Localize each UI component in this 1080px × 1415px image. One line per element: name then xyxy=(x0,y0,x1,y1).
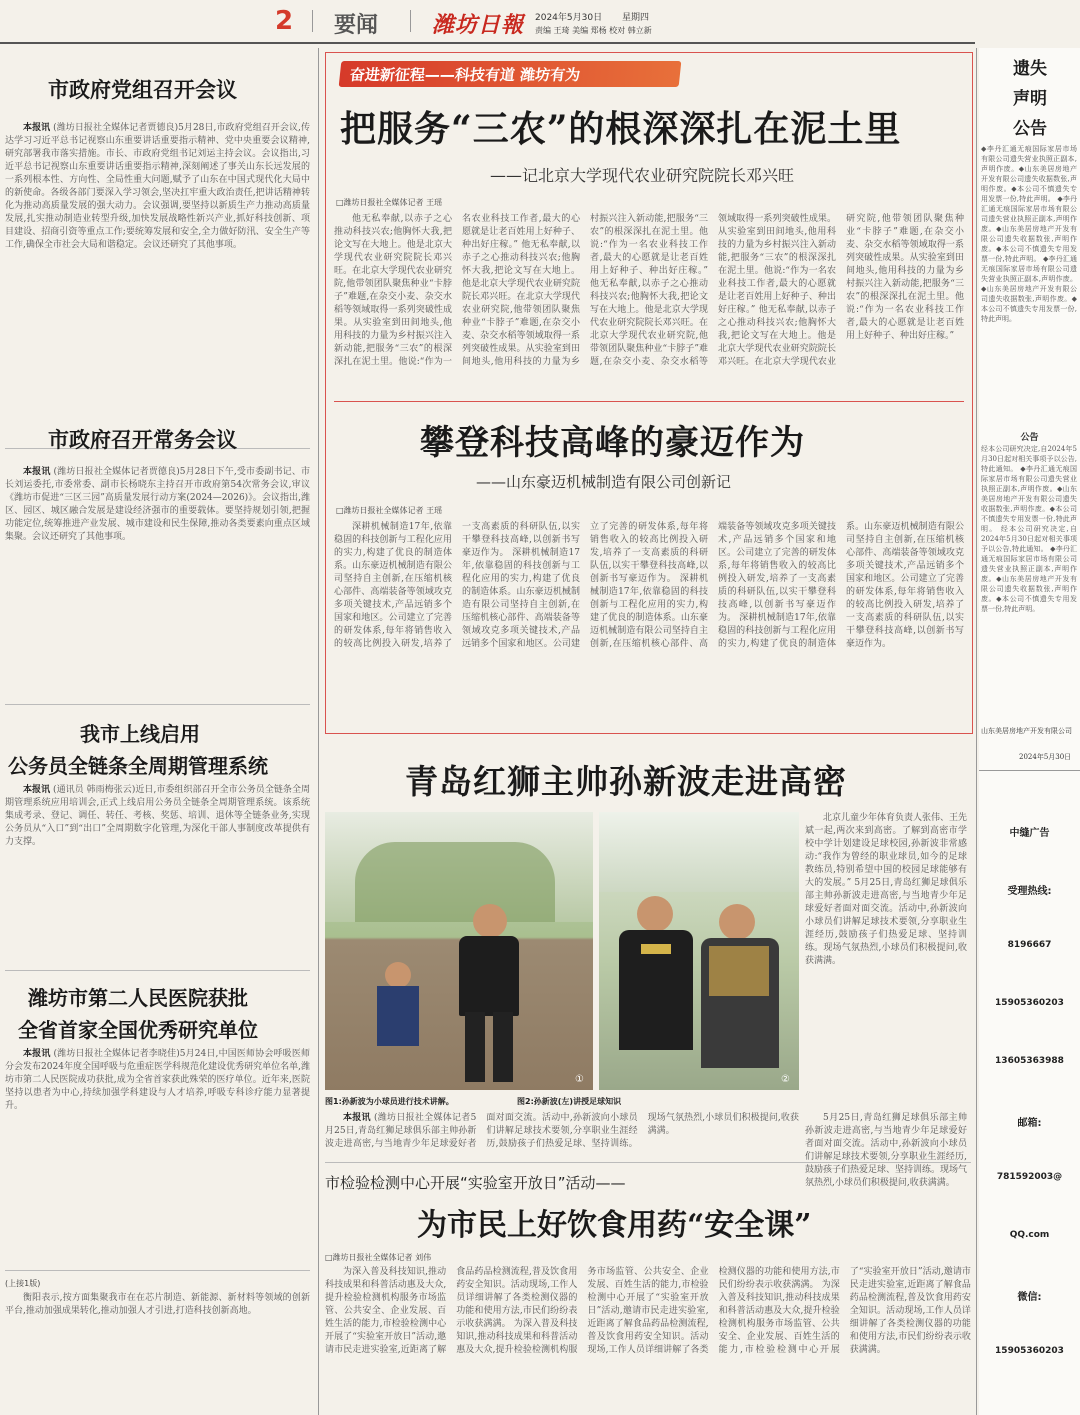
article-body: 本报讯 (潍坊日报社全媒体记者李晓佳)5月24日,中国医师协会呼吸医师分会发布2024年度全国呼吸与危重症医学科规范化建设优秀研究单位名单,潍坊市第二人民医院成功获批,成为全省首家获此殊荣的医疗单位。近年来,医院坚持以患者为中心,持续加强学科建设与人才培养,呼吸专科诊疗能力显著提升。 xyxy=(5,1049,310,1111)
notice-heading: 声明 xyxy=(1013,89,1047,109)
dateline-tag: 本报讯 xyxy=(343,1113,371,1123)
ad-heading: 中缝广告 xyxy=(1009,828,1050,839)
article-body: 衡阳表示,按方面集聚我市在在芯片制造、新能源、新材料等领域的创新平台,推动加强成果转化,推动加强人才引进,打造科技创新高地。 xyxy=(5,1293,310,1316)
article-body: 他无私奉献,以赤子之心推动科技兴农;他胸怀大我,把论文写在大地上。他是北京大学现代农业研究院院长邓兴旺。在北京大学现代农业研究院,他带领团队聚焦种业“卡脖子”难题,在杂交小麦、杂交水稻等领域取得一系列突破性成果。从实验室到田间地头,他用科技的力量为乡村振兴注入新动能,把服务“三农”的根深深扎在泥土里。他说:“作为一名农业科技工作者,最大的心愿就是让老百姓用上好种子、种出好庄稼。” 他无私奉献,以赤子之心推动科技兴农;他胸怀大我,把论文写在大地上。他是北京大学现代农业研究院院长邓兴旺。在北京大学现代农业研究院,他带领团队聚焦种业“卡脖子”难题,在杂交小麦、杂交水稻等领域取得一系列突破性成果。从实验室到田间地头,他用科技的力量为乡村振兴注入新动能,把服务“三农”的根深深扎在泥土里。他说:“作为一名农业科技工作者,最大的心愿就是让老百姓用上好种子、种出好庄稼。” 他无私奉献,以赤子之心推动科技兴农;他胸怀大我,把论文写在大地上。他是北京大学现代农业研究院院长邓兴旺。在北京大学现代农业研究院,他带领团队聚焦种业“卡脖子”难题,在杂交小麦、杂交水稻等领域取得一系列突破性成果。从实验室到田间地头,他用科技的力量为乡村振兴注入新动能,把服务“三农”的根深深扎在泥土里。他说:“作为一名农业科技工作者,最大的心愿就是让老百姓用上好种子、种出好庄稼。” 他无私奉献,以赤子之心推动科技兴农;他胸怀大我,把论文写在大地上。他是北京大学现代农业研究院院长邓兴旺。在北京大学现代农业研究院,他带领团队聚焦种业“卡脖子”难题,在杂交小麦、杂交水稻等领域取得一系列突破性成果。从实验室到田间地头,他用科技的力量为乡村振兴注入新动能,把服务“三农”的根深深扎在泥土里。他说:“作为一名农业科技工作者,最大的心愿就是让老百姓用上好种子、种出好庄稼。” xyxy=(334,214,964,367)
wechat-id: 15905360203 xyxy=(995,1346,1064,1356)
email-domain: QQ.com xyxy=(1009,1230,1050,1240)
dateline-tag: 本报讯 xyxy=(23,467,51,477)
article-title: 我市上线启用 xyxy=(80,722,200,746)
photo-marker: ① xyxy=(575,1074,584,1085)
article-title: 公务员全链条全周期管理系统 xyxy=(8,754,268,778)
article-title: 为市民上好饮食用药“安全课” xyxy=(417,1208,812,1243)
byline: □潍坊日报社全媒体记者 刘伟 xyxy=(325,1253,432,1262)
article-body: 为深入普及科技知识,推动科技成果和科普活动惠及大众,提升检验检测机构服务市场监管、公共安全、企业发展、百姓生活的能力,市检验检测中心开展了“实验室开放日”活动,邀请市民走进实验室,近距离了解食品药品检测流程,普及饮食用药安全知识。活动现场,工作人员详细讲解了各类检测仪器的功能和使用方法,市民们纷纷表示收获满满。 为深入普及科技知识,推动科技成果和科普活动惠及大众,提升检验检测机构服务市场监管、公共安全、企业发展、百姓生活的能力,市检验检测中心开展了“实验室开放日”活动,邀请市民走进实验室,近距离了解食品药品检测流程,普及饮食用药安全知识。活动现场,工作人员详细讲解了各类检测仪器的功能和使用方法,市民们纷纷表示收获满满。 为深入普及科技知识,推动科技成果和科普活动惠及大众,提升检验检测机构服务市场监管、公共安全、企业发展、百姓生活的能力,市检验检测中心开展了“实验室开放日”活动,邀请市民走进实验室,近距离了解食品药品检测流程,普及饮食用药安全知识。活动现场,工作人员详细讲解了各类检测仪器的功能和使用方法,市民们纷纷表示收获满满。 xyxy=(325,1267,971,1355)
editor-credits: 责编 王琦 美编 郑杨 校对 韩立新 xyxy=(535,26,652,35)
campaign-banner: 奋进新征程——科技有道 潍坊有为 xyxy=(339,61,682,87)
article-body: 本报讯 (潍坊日报社全媒体记者贾德良)5月28日下午,受市委副书记、市长刘运委托,市委常委、副市长杨晓东主持召开市政府第54次常务会议,审议《潍坊市促进“三区三园”高质量发展行动方案(2024—2026)》。会议指出,潍区、园区、城区融合发展是建设经济强市的重要载体。要坚持规划引领,把握功能定位,统筹推进产业发展、城市建设和民生保障,推动各类要素向重点区域集聚。会议还研究了其他事项。 xyxy=(5,467,310,542)
dateline-tag: 本报讯 xyxy=(23,785,51,795)
photo-coach-demonstration xyxy=(325,812,593,1090)
email-address: 781592003@ xyxy=(996,1172,1063,1182)
feature-box xyxy=(325,52,973,734)
hotline-label: 受理热线: xyxy=(1007,886,1052,897)
article-title: 潍坊市第二人民医院获批 xyxy=(28,986,248,1010)
issue-weekday: 星期四 xyxy=(622,13,650,23)
feature-title: 把服务“三农”的根深深扎在泥土里 xyxy=(340,108,902,150)
photo-marker: ② xyxy=(781,1074,790,1085)
article-body: 5月25日,青岛红狮足球俱乐部主帅孙新波走进高密,与当地青少年足球爱好者面对面交流。活动中,孙新波向小球员们讲解足球技术要领,分享职业生涯经历,鼓励孩子们热爱足球、坚持训练。现场气氛热烈,小球员们积极提问,收获满满。 xyxy=(805,1113,968,1188)
dateline-tag: 本报讯 xyxy=(23,123,51,133)
article-body: 深耕机械制造17年,依靠稳固的科技创新与工程化应用的实力,构建了优良的制造体系。山东豪迈机械制造有限公司坚持自主创新,在压缩机核心部件、高端装备等领域攻克多项关键技术,产品远销多个国家和地区。公司建立了完善的研发体系,每年将销售收入的较高比例投入研发,培养了一支高素质的科研队伍,以实干攀登科技高峰,以创新书写豪迈作为。 深耕机械制造17年,依靠稳固的科技创新与工程化应用的实力,构建了优良的制造体系。山东豪迈机械制造有限公司坚持自主创新,在压缩机核心部件、高端装备等领域攻克多项关键技术,产品远销多个国家和地区。公司建立了完善的研发体系,每年将销售收入的较高比例投入研发,培养了一支高素质的科研队伍,以实干攀登科技高峰,以创新书写豪迈作为。 深耕机械制造17年,依靠稳固的科技创新与工程化应用的实力,构建了优良的制造体系。山东豪迈机械制造有限公司坚持自主创新,在压缩机核心部件、高端装备等领域攻克多项关键技术,产品远销多个国家和地区。公司建立了完善的研发体系,每年将销售收入的较高比例投入研发,培养了一支高素质的科研队伍,以实干攀登科技高峰,以创新书写豪迈作为。 深耕机械制造17年,依靠稳固的科技创新与工程化应用的实力,构建了优良的制造体系。山东豪迈机械制造有限公司坚持自主创新,在压缩机核心部件、高端装备等领域攻克多项关键技术,产品远销多个国家和地区。公司建立了完善的研发体系,每年将销售收入的较高比例投入研发,培养了一支高素质的科研队伍,以实干攀登科技高峰,以创新书写豪迈作为。 xyxy=(334,522,964,649)
food-safety-article xyxy=(325,1166,971,1415)
notice-date: 2024年5月30日 xyxy=(1019,753,1072,761)
issue-date: 2024年5月30日 xyxy=(535,13,603,23)
wechat-label: 微信: xyxy=(1017,1292,1042,1303)
email-label: 邮箱: xyxy=(1017,1118,1042,1129)
page-header xyxy=(0,0,975,44)
article-kicker: 市检验检测中心开展“实验室开放日”活动—— xyxy=(325,1174,626,1192)
article-body: 本报讯 (潍坊日报社全媒体记者贾德良)5月28日,市政府党组召开会议,传达学习习近平总书记视察山东重要讲话重要指示精神、党中央重要会议精神,研究部署我市落实措施。市长、市政府党组书记刘运主持会议。会议指出,习近平总书记视察山东重要讲话重要指示精神,深刻阐述了事关山东长远发展的一系列根本性、方向性、全局性重大问题,赋予了山东在中国式现代化大局中的新使命。各级各部门要深入学习领会,坚决扛牢重大政治责任,把讲话精神转化为推动高质量发展的强大动力。会议强调,要坚持以新质生产力推动高质量发展,扎实推动制造业转型升级,加快发展战略性新兴产业,抓好科技创新、项目建设、招商引资等重点工作;要统筹发展和安全,全力做好防汛、安全生产等工作,确保全市社会大局和谐稳定。会议还研究了其他事项。 xyxy=(5,123,310,250)
article-body: 本报讯 (潍坊日报社全媒体记者5月25日,青岛红狮足球俱乐部主帅孙新波走进高密,与当地青少年足球爱好者面对面交流。活动中,孙新波向小球员们讲解足球技术要领,分享职业生涯经历,鼓励孩子们热爱足球、坚持训练。现场气氛热烈,小球员们积极提问,收获满满。 xyxy=(325,1113,799,1149)
page-number: 2 xyxy=(275,6,294,36)
notice-heading: 遗失 xyxy=(1013,59,1047,79)
notice-body: ◆李丹汇通无痕国际家居市场有限公司遗失营业执照正副本,声明作废。◆山东美居房地产开发有限公司遗失收据数张,声明作废。◆本公司不慎遗失专用发票一份,特此声明。 ◆李丹汇通无痕国际家居市场有限公司遗失营业执照正副本,声明作废。◆山东美居房地产开发有限公司遗失收据数张,声明作废。◆本公司不慎遗失专用发票一份,特此声明。 ◆李丹汇通无痕国际家居市场有限公司遗失营业执照正副本,声明作废。◆山东美居房地产开发有限公司遗失收据数张,声明作废。◆本公司不慎遗失专用发票一份,特此声明。 xyxy=(981,145,1078,323)
feature-subtitle: ——山东豪迈机械制造有限公司创新记 xyxy=(476,473,732,491)
hotline-number: 8196667 xyxy=(1007,940,1052,950)
photo-caption: 图2:孙新波(左)讲授足球知识 xyxy=(517,1097,622,1106)
hotline-number: 13605363988 xyxy=(995,1056,1064,1066)
byline: □潍坊日报社全媒体记者 王瑶 xyxy=(336,506,443,515)
paper-logo: 潍坊日報 xyxy=(432,12,525,38)
feature-title: 攀登科技高峰的豪迈作为 xyxy=(420,423,805,463)
continued-marker: (上接1版) xyxy=(5,1279,41,1288)
article-title: 市政府党组召开会议 xyxy=(48,77,237,102)
photo-coach-talk xyxy=(599,812,799,1090)
dateline-tag: 本报讯 xyxy=(23,1049,51,1059)
notice-signature: 山东美居房地产开发有限公司 xyxy=(981,727,1072,735)
article-title: 青岛红狮主帅孙新波走进高密 xyxy=(405,762,847,801)
feature-subtitle: ——记北京大学现代农业研究院院长邓兴旺 xyxy=(490,166,795,185)
left-column xyxy=(0,48,318,1415)
photo-caption: 图1:孙新波为小球员进行技术讲解。 xyxy=(325,1097,454,1106)
article-body: 北京儿童少年体育负责人张伟、王先斌一起,两次来到高密。了解到高密市学校中学计划建设足球校园,孙新波非常感动:“我作为曾经的职业球员,如今的足球教练员,特别希望中国的校园足球能够有大的发展。” 5月25日,青岛红狮足球俱乐部主帅孙新波走进高密,与当地青少年足球爱好者面对面交流。活动中,孙新波向小球员们讲解足球技术要领,分享职业生涯经历,鼓励孩子们热爱足球、坚持训练。现场气氛热烈,小球员们积极提问,收获满满。 xyxy=(805,813,968,966)
notice-body: 经本公司研究决定,自2024年5月30日起对相关事项予以公告,特此通知。 ◆李丹汇通无痕国际家居市场有限公司遗失营业执照正副本,声明作废。◆山东美居房地产开发有限公司遗失收据数张,声明作废。◆本公司不慎遗失专用发票一份,特此声明。 经本公司研究决定,自2024年5月30日起对相关事项予以公告,特此通知。 ◆李丹汇通无痕国际家居市场有限公司遗失营业执照正副本,声明作废。◆山东美居房地产开发有限公司遗失收据数张,声明作废。◆本公司不慎遗失专用发票一份,特此声明。 xyxy=(981,445,1077,613)
section-name: 要闻 xyxy=(334,13,379,38)
article-body: 本报讯 (通讯员 韩雨梅张云)近日,市委组织部召开全市公务员全链条全周期管理系统应用培训会,正式上线启用公务员全链条全周期管理系统。该系统集成考录、登记、调任、转任、考核、奖惩、培训、退休等全链条业务,实现公务员从“入口”到“出口”全周期数字化管理,为深化干部人事制度改革提供有力支撑。 xyxy=(5,785,310,847)
notice-heading: 公告 xyxy=(1013,119,1047,139)
hotline-number: 15905360203 xyxy=(995,998,1064,1008)
byline: □潍坊日报社全媒体记者 王瑶 xyxy=(336,198,443,207)
article-title: 全省首家全国优秀研究单位 xyxy=(18,1018,258,1042)
article-title: 市政府召开常务会议 xyxy=(48,427,237,452)
right-sidebar xyxy=(979,48,1080,1415)
notice-heading: 公告 xyxy=(1020,433,1039,443)
